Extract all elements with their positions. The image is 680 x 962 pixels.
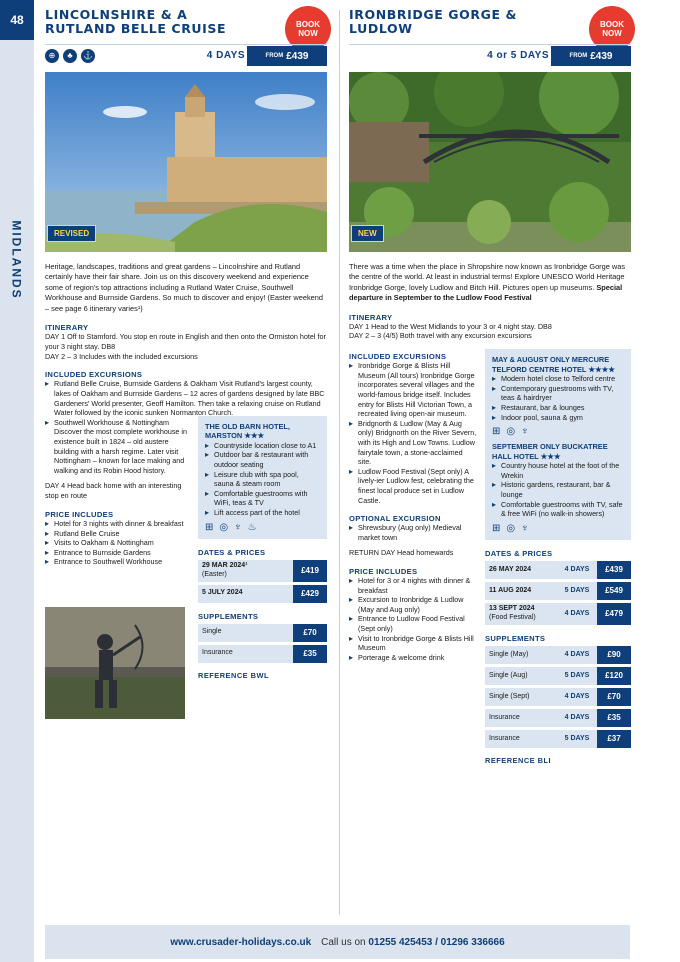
hotel-box — [485, 349, 631, 540]
new-badge: NEW — [351, 225, 384, 242]
price-include-item: ▸ Hotel for 3 or 4 nights with dinner & breakfast — [349, 576, 477, 595]
itinerary-heading: ITINERARY — [349, 312, 393, 322]
supplements-heading: SUPPLEMENTS — [198, 611, 259, 621]
price-include-item: ▸ Entrance to Southwell Workhouse — [45, 557, 190, 567]
supplement-row: Single £70 — [198, 624, 327, 642]
region-label: MIDLANDS — [10, 220, 25, 300]
dates-heading: DATES & PRICES — [485, 548, 553, 558]
tour-title: LINCOLNSHIRE & A RUTLAND BELLE CRUISE — [45, 7, 227, 36]
wifi-icon: ◎ — [219, 521, 229, 533]
photo-normanton-church — [45, 72, 327, 252]
excursion-item: ▸ Southwell Workhouse & Nottingham Discover the most complete workhouse in existence built in 1824 – old austere building with a harsh regime. Later visit Nottingham – known for lace making and walking and its Robin Hood history. — [45, 418, 190, 476]
restaurant-icon: ♆ — [521, 426, 529, 438]
tour-intro: Heritage, landscapes, traditions and great gardens – Lincolnshire and Rutland certainly have their fair share. Join us on this discovery weekend and experience some of region's top attractions including a Rutland Water Cruise, Southwell Workhouse and Burnside Gardens. So much to discover and enjoy! (Easter weekend – see page 6 itinerary varies¹) — [45, 262, 323, 313]
phone-info: Call us on 01255 425453 / 01296 336666 — [321, 936, 505, 948]
hotel-feature: ▸ Leisure club with spa pool, sauna & steam room — [205, 470, 320, 489]
date-row: 26 MAY 2024 4 DAYS £439 — [485, 561, 631, 579]
hotel-feature: ▸ Modern hotel close to Telford centre — [492, 374, 624, 384]
tour-reference: REFERENCE BLI — [485, 755, 552, 765]
supplement-row: Single (Sept) 4 DAYS £70 — [485, 688, 631, 706]
price-include-item: ▸ Porterage & welcome drink — [349, 653, 477, 663]
tour-days: 4 DAYS — [206, 50, 245, 61]
wifi-icon: ◎ — [506, 426, 516, 438]
price-bar — [45, 44, 327, 66]
price-include-item: ▸ Visits to Oakham & Nottingham — [45, 538, 190, 548]
excursion-item: ▸ Bridgnorth & Ludlow (May & Aug only) Bridgnorth on the River Severn, with its High and Low Towns. Ludlow fairytale town, a stone-acclaimed site. — [349, 419, 477, 467]
itinerary-day: DAY 2 – 3 (4/5) Both travel with any excursion excursions — [349, 331, 532, 341]
from-price: FROM £439 — [247, 46, 327, 66]
price-include-item: ▸ Visit to Ironbridge Gorge & Blists Hill Museum — [349, 634, 477, 653]
coach-icon: ⊕ — [45, 49, 59, 63]
return-day: RETURN DAY Head homewards — [349, 548, 454, 558]
price-include-item: ▸ Hotel for 3 nights with dinner & breakfast — [45, 519, 190, 529]
photo-archer-statue — [45, 607, 190, 719]
supplement-row: Insurance £35 — [198, 645, 327, 663]
tour-reference: REFERENCE BWL — [198, 670, 269, 680]
website-link[interactable]: www.crusader-holidays.co.uk — [170, 936, 312, 948]
spa-icon: ♨ — [247, 521, 257, 533]
hotel-feature: ▸ Outdoor bar & restaurant with outdoor seating — [205, 450, 320, 469]
itinerary-heading: ITINERARY — [45, 323, 89, 333]
itinerary-day4: DAY 4 Head back home with an interesting stop en route — [45, 481, 182, 501]
date-row: 5 JULY 2024 £429 — [198, 585, 327, 603]
excursion-item: ▸ Ludlow Food Festival (Sept only) A lively-ier Ludlow fest, celebrating the finest local produce set in Ludlow Castle. — [349, 467, 477, 505]
hotel-feature: ▸ Comfortable guestrooms with TV, safe & free WiFi (no walk-in showers) — [492, 500, 624, 519]
excursions-heading: INCLUDED EXCURSIONS — [349, 352, 447, 362]
hotel-feature: ▸ Restaurant, bar & lounges — [492, 403, 624, 413]
hotel-feature: ▸ Countryside location close to A1 — [205, 441, 320, 451]
lift-icon: ⊞ — [492, 426, 501, 438]
tour-days: 4 or 5 DAYS — [487, 50, 549, 61]
side-strip — [0, 0, 34, 962]
price-include-item: ▸ Excursion to Ironbridge & Ludlow (May and Aug only) — [349, 595, 477, 614]
revised-badge: REVISED — [47, 225, 96, 242]
hotel-name: MAY & AUGUST ONLY MERCURE TELFORD CENTRE HOTEL ★★★★ — [492, 355, 615, 374]
price-includes-heading: PRICE INCLUDES — [45, 509, 114, 519]
tour-intro: There was a time when the place in Shropshire now known as Ironbridge Gorge was the centre of the world. At least in industrial terms! Explore UNESCO World Heritage Ironbridge Gorge, lovely Ludlow and Bitch Hill. Pictures open up museums. Special departure in September to the Ludlow Food Festival — [349, 262, 626, 303]
restaurant-icon: ♆ — [234, 521, 242, 533]
hotel-feature: ▸ Contemporary guestrooms with TV, teas & hairdryer — [492, 384, 624, 403]
book-now-badge[interactable]: BOOK NOW — [285, 6, 331, 52]
optional-heading: OPTIONAL EXCURSION — [349, 514, 441, 524]
excursion-item: ▸ Rutland Belle Cruise, Burnside Gardens & Oakham Visit Rutland's largest county, lakes of Oakham and Burnside Gardens – 12 acres of gardens designed by late BBC Gardeners' World presenter, Geoff Hamilton. Then take a relaxing cruise on Rutland Water followed by the iconic sunken Normanton Church. — [45, 379, 327, 417]
tour-lincolnshire — [45, 8, 327, 719]
supplement-row: Single (Aug) 5 DAYS £120 — [485, 667, 631, 685]
date-row: 11 AUG 2024 5 DAYS £549 — [485, 582, 631, 600]
itinerary-day: DAY 1 Off to Stamford. You stop en route in English and then onto the Ormiston hotel for your 3 night stay. DB8 — [45, 332, 326, 351]
date-row: 13 SEPT 2024 (Food Festival) 4 DAYS £479 — [485, 603, 631, 625]
cruise-icon: ⚓ — [81, 49, 95, 63]
column-divider — [339, 10, 340, 915]
optional-item: ▸ Shrewsbury (Aug only) Medieval market town — [349, 523, 477, 542]
hotel-name: THE OLD BARN HOTEL, MARSTON ★★★ — [205, 421, 290, 441]
wifi-icon: ◎ — [506, 522, 516, 534]
tour-ironbridge — [349, 8, 631, 765]
page-number: 48 — [0, 0, 34, 40]
book-now-badge[interactable]: BOOK NOW — [589, 6, 635, 52]
restaurant-icon: ♆ — [521, 522, 529, 534]
from-price: FROM £439 — [551, 46, 631, 66]
supplement-row: Single (May) 4 DAYS £90 — [485, 646, 631, 664]
footer-bar — [45, 925, 630, 959]
supplement-row: Insurance 5 DAYS £37 — [485, 730, 631, 748]
date-row: 29 MAR 2024¹ (Easter) £419 — [198, 560, 327, 582]
dates-heading: DATES & PRICES — [198, 547, 266, 557]
supplement-row: Insurance 4 DAYS £35 — [485, 709, 631, 727]
price-include-item: ▸ Entrance to Ludlow Food Festival (Sept only) — [349, 614, 477, 633]
hotel-feature: ▸ Historic gardens, restaurant, bar & lounge — [492, 480, 624, 499]
excursion-item: ▸ Ironbridge Gorge & Blists Hill Museum (All tours) Ironbridge Gorge incorporates several villages and the world-famous bridge itself. Includes entry for Blists Hill Victorian Town, a recreated living open-air museum. — [349, 361, 477, 419]
walking-icon: ♣ — [63, 49, 77, 63]
tour-title: IRONBRIDGE GORGE & LUDLOW — [349, 7, 518, 36]
hotel-box — [198, 416, 327, 539]
supplements-heading: SUPPLEMENTS — [485, 633, 546, 643]
lift-icon: ⊞ — [492, 522, 501, 534]
excursions-heading: INCLUDED EXCURSIONS — [45, 370, 143, 380]
hotel-feature: ▸ Country house hotel at the foot of the Wrekin — [492, 461, 624, 480]
price-bar — [349, 44, 631, 66]
itinerary-day: DAY 1 Head to the West Midlands to your 3 or 4 night stay. DB8 — [349, 321, 552, 331]
price-include-item: ▸ Entrance to Burnside Gardens — [45, 548, 190, 558]
photo-iron-bridge — [349, 72, 631, 252]
hotel-feature: ▸ Lift access part of the hotel — [205, 508, 320, 518]
hotel-feature: ▸ Comfortable guestrooms with WiFi, teas & TV — [205, 489, 320, 508]
hotel-name: SEPTEMBER ONLY BUCKATREE HALL HOTEL ★★★ — [492, 442, 608, 461]
price-includes-heading: PRICE INCLUDES — [349, 567, 418, 577]
itinerary-day: DAY 2 – 3 Includes with the included excursions — [45, 351, 198, 361]
price-include-item: ▸ Rutland Belle Cruise — [45, 529, 190, 539]
lift-icon: ⊞ — [205, 521, 214, 533]
hotel-feature: ▸ Indoor pool, sauna & gym — [492, 413, 624, 423]
